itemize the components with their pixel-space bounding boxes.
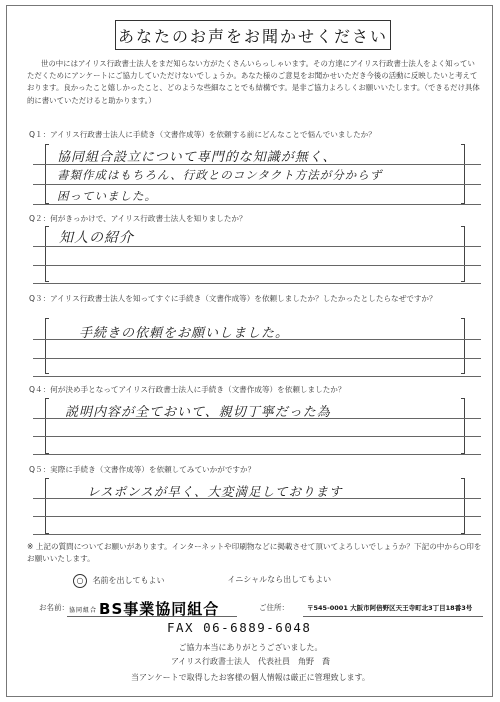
consent-option-1-label: 名前を出してもよい bbox=[92, 576, 165, 585]
question-5: Q５：実際に手続き（文書作成等）を依頼してみていかがですか？ bbox=[29, 465, 256, 474]
answer-bracket-left bbox=[45, 398, 49, 454]
address-value: 〒545-0001 大阪市阿倍野区天王寺町北3丁目18番3号 bbox=[307, 604, 473, 612]
survey-sheet bbox=[6, 5, 493, 697]
name-label: お名前： bbox=[39, 603, 69, 612]
answer-line bbox=[33, 516, 481, 517]
answer-1-line-2: 書類作成はもちろん、行政とのコンタクト方法が分からず bbox=[57, 168, 383, 182]
answer-5: レスポンスが早く、大変満足しております bbox=[87, 484, 343, 499]
name-underline bbox=[67, 616, 237, 617]
publication-note: ※ 上記の質問についてお願いがあります。インターネットや印刷物などに掲載させて頂いてよろしいでしょうか？下記の中から○印をお願いいたします。 bbox=[27, 542, 482, 563]
address-underline bbox=[303, 616, 483, 617]
answer-line bbox=[33, 534, 481, 535]
answer-bracket-left bbox=[45, 226, 49, 282]
answer-line bbox=[33, 204, 481, 205]
answer-bracket-right bbox=[461, 144, 465, 204]
question-3: Q３：アイリス行政書士法人を知ってすぐに手続き（文書作成等）を依頼しましたか？したかったとしたらなぜですか？ bbox=[29, 294, 437, 303]
representative: アイリス行政書士法人 代表社員 角野 喬 bbox=[170, 657, 331, 666]
thanks-message: ご協力本当にありがとうございました。 bbox=[178, 643, 323, 652]
answer-bracket-left bbox=[45, 318, 49, 374]
answer-2: 知人の紹介 bbox=[59, 230, 134, 246]
survey-title: あなたのお声をお聞かせください bbox=[115, 20, 391, 50]
answer-line bbox=[33, 184, 481, 185]
intro-text: 世の中にはアイリス行政書士法人をまだ知らない方がたくさんいらっしゃいます。その方達にアイリス行政書士法人をよく知っていただくためにアンケートにご協力していただけないでしょうか。あなた様のご意見をお聞かせいただき今後の活動に反映したいと考えております。良かったこと嬉しかったこと、どのような些細なことでも結構です。是非ご協力よろしくお願いいたします。（できるだけ具体的に書いていただけると助かります。） bbox=[27, 59, 480, 105]
answer-bracket-right bbox=[461, 478, 465, 534]
question-1: Q１：アイリス行政書士法人に手続き（文書作成等）を依頼する前にどんなことで悩んでいましたか？ bbox=[29, 130, 376, 139]
answer-3: 手続きの依頼をお願いしました。 bbox=[79, 326, 290, 341]
organization-prefix: 協同組合 bbox=[69, 607, 98, 614]
answer-line bbox=[33, 265, 481, 266]
question-2: Q２：何がきっかけで、アイリス行政書士法人を知りましたか？ bbox=[29, 214, 247, 223]
answer-4: 説明内容が全ておいて、親切丁寧だった為 bbox=[65, 405, 331, 420]
answer-line bbox=[33, 283, 481, 284]
privacy-note: 当アンケートで取得したお客様の個人情報は厳正に管理致します。 bbox=[131, 673, 370, 682]
answer-1-line-1: 協同組合設立について専門的な知識が無く、 bbox=[57, 150, 337, 165]
address-label: ご住所： bbox=[259, 603, 289, 612]
answer-line bbox=[33, 454, 481, 455]
consent-option-2[interactable] bbox=[213, 574, 331, 585]
answer-line bbox=[33, 358, 481, 359]
fax-number: FAX 06-6889-6048 bbox=[167, 620, 312, 635]
answer-line bbox=[33, 436, 481, 437]
selected-circle-icon: ○ bbox=[73, 574, 87, 588]
answer-bracket-right bbox=[461, 226, 465, 282]
answer-bracket-left bbox=[45, 144, 49, 204]
answer-line bbox=[33, 376, 481, 377]
answer-1-line-3: 困っていました。 bbox=[57, 189, 157, 203]
consent-option-2-label: イニシャルなら出してもよい bbox=[227, 575, 332, 584]
answer-bracket-left bbox=[45, 478, 49, 534]
consent-option-1[interactable] bbox=[73, 574, 165, 588]
organization-name-text: BS事業協同組合 bbox=[99, 600, 220, 618]
question-4: Q４：何が決め手となってアイリス行政書士法人に手続き（文書作成等）を依頼しましたか？ bbox=[29, 385, 346, 394]
answer-bracket-right bbox=[461, 398, 465, 454]
answer-bracket-right bbox=[461, 318, 465, 374]
